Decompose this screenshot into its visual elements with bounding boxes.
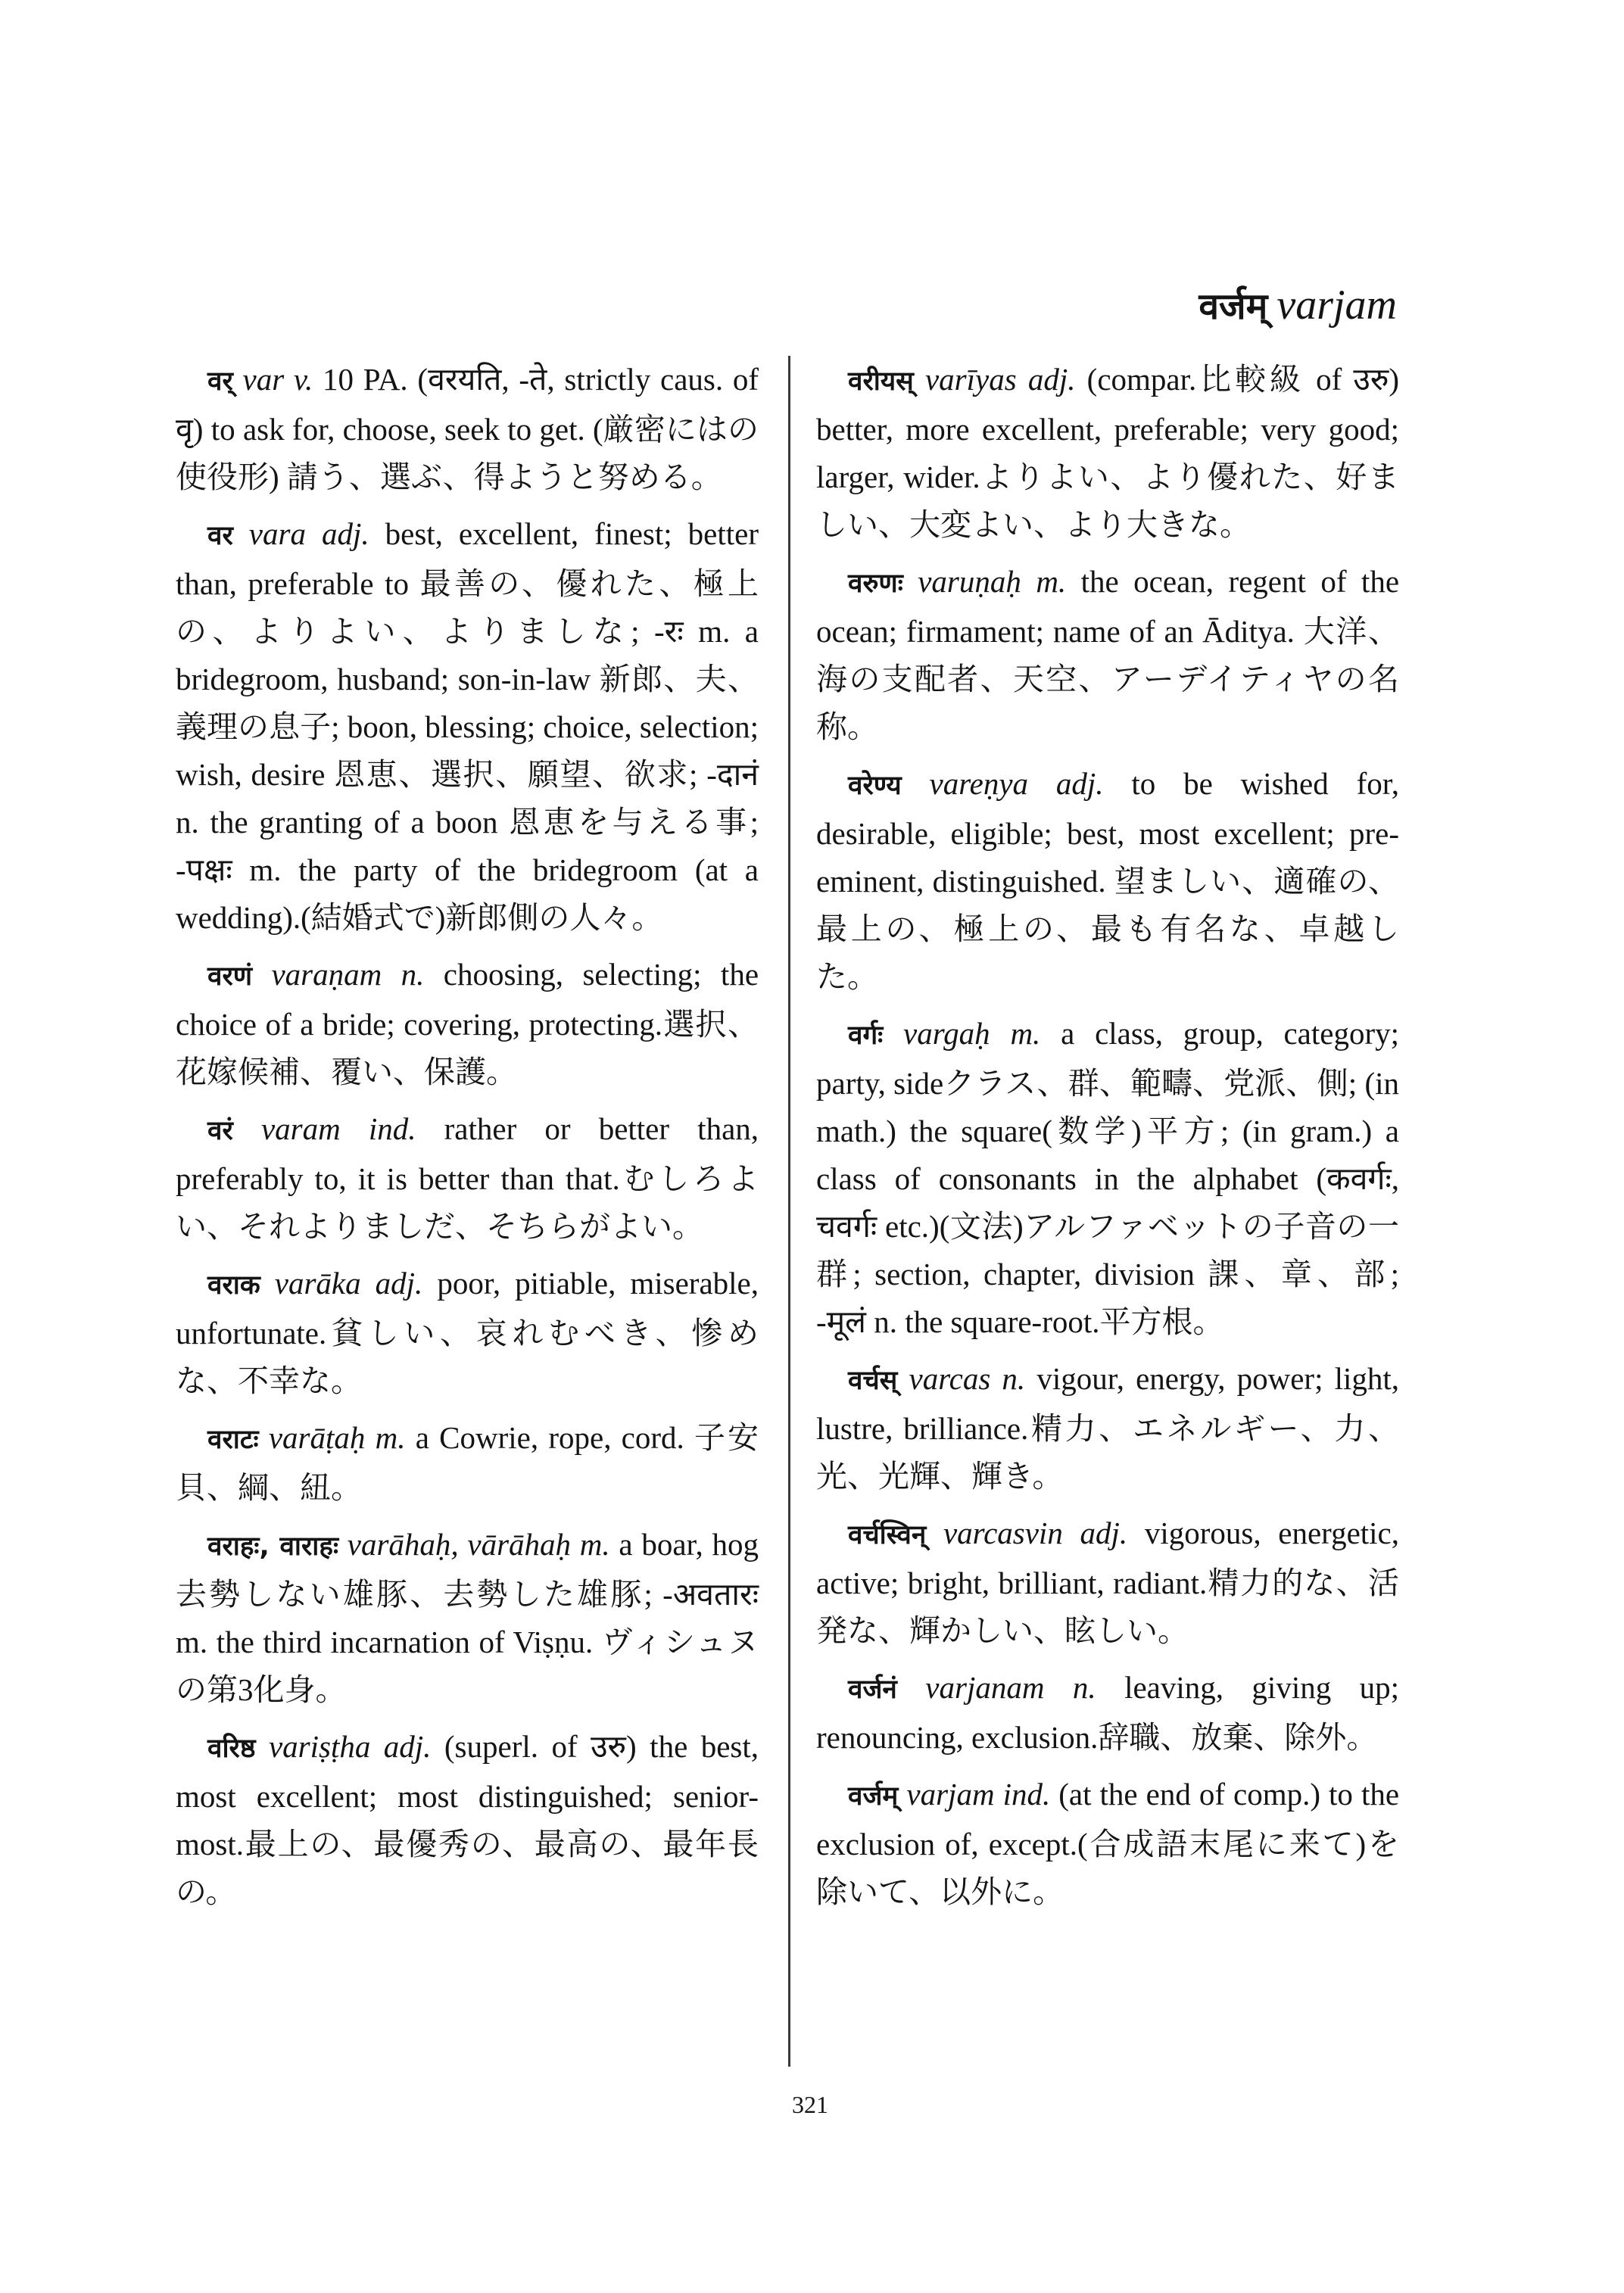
entry-definition: best, excellent, finest; better than, preferable to 最善の、優れた、極上の、よりよい、よりましな; -रः m. a bridegroom, husband; son-in-law 新郎、夫、義理の息子; boon, blessing; choice, selection; wish, desire 恩恵、選択、願望、欲求; -दानं n. the granting of a boon 恩恵を与える事; -पक्षः m. the party of the bridegroom (at a wedding).(結婚式で)新郎側の人々。 (176, 516, 759, 935)
headword-latin: varcasvin adj. (943, 1516, 1128, 1550)
headword-devanagari: वरीयस् (848, 366, 914, 397)
entry-definition: a boar, hog 去勢しない雄豚、去勢した雄豚; -अवतारः m. the third incarnation of Viṣṇu. ヴィシュヌの第3化身。 (176, 1527, 759, 1707)
entry-definition: poor, pitiable, miserable, unfortunate.貧しい、哀れむべき、惨めな、不幸な。 (176, 1266, 759, 1398)
entry-definition: leaving, giving up; renouncing, exclusion.辞職、放棄、除外。 (816, 1670, 1400, 1755)
dictionary-entry (816, 1355, 1399, 1500)
headword-devanagari: वर्जम् (848, 1781, 899, 1812)
headword-latin: varcas n. (909, 1361, 1026, 1396)
headword-devanagari: वराटः (207, 1425, 259, 1455)
headword-devanagari: वर (207, 521, 233, 551)
headword-latin: varīyas adj. (924, 362, 1076, 397)
entry-definition: vigour, energy, power; light, lustre, brilliance.精力、エネルギー、力、光、光輝、輝き。 (816, 1361, 1400, 1494)
headword-latin: varuṇaḥ m. (918, 564, 1067, 599)
dictionary-entry (816, 1664, 1399, 1762)
headword-latin: varāṭaḥ m. (268, 1420, 406, 1455)
headword-latin: variṣṭha adj. (268, 1729, 432, 1764)
dictionary-entry (176, 1723, 759, 1916)
entry-definition: rather or better than, preferably to, it is better than that.むしろよい、それよりましだ、そちらがよい。 (176, 1111, 759, 1244)
headword-devanagari: वराक (207, 1270, 260, 1301)
headword-devanagari: वर्जनं (848, 1675, 897, 1705)
headword-latin: varāhaḥ, vārāhaḥ m. (347, 1527, 610, 1562)
running-head (1199, 279, 1397, 333)
headword-devanagari: वराहः, वाराहः (207, 1531, 339, 1562)
headword-latin: varaṇam n. (271, 957, 425, 992)
headword-devanagari: वरं (207, 1116, 233, 1146)
headword-latin: varam ind. (260, 1111, 416, 1146)
dictionary-entry (816, 1771, 1399, 1916)
dictionary-entry (816, 356, 1399, 549)
left-column (176, 356, 759, 1925)
headword-latin: varjam ind. (906, 1777, 1051, 1812)
entry-definition: (at the end of comp.) to the exclusion of, except.(合成語末尾に来て)を除いて、以外に。 (816, 1777, 1400, 1909)
running-head-devanagari: वर्जम् (1199, 285, 1268, 328)
dictionary-entry (816, 558, 1399, 751)
headword-latin: var v. (242, 362, 313, 397)
entry-definition: (superl. of उरु) the best, most excellent; most distinguished; senior-most.最上の、最優秀の、最高の、最年長の。 (176, 1729, 759, 1909)
headword-latin: varjanam n. (925, 1670, 1096, 1705)
headword-devanagari: वरणं (207, 961, 253, 992)
column-divider (788, 356, 790, 2067)
entry-definition: a Cowrie, rope, cord. 子安貝、綱、紐。 (176, 1420, 759, 1505)
entry-definition: a class, group, category; party, sideクラス、群、範疇、党派、側; (in math.) the square(数学)平方; (in gram.) a class of consonants in the alphabet (कवर्गः, चवर्गः etc.)(文法)アルファベットの子音の一群; section, chapter, division 課、章、部; -मूलं n. the square-root.平方根。 (816, 1016, 1400, 1339)
entry-definition: to be wished for, desirable, eligible; best, most excellent; pre-eminent, distinguished. 望ましい、適確の、最上の、極上の、最も有名な、卓越した。 (816, 766, 1399, 994)
dictionary-entry (176, 1414, 759, 1512)
headword-latin: vargaḥ m. (903, 1016, 1041, 1051)
dictionary-entry (176, 1105, 759, 1251)
headword-devanagari: वर्चस् (848, 1366, 898, 1396)
dictionary-entry (176, 1521, 759, 1714)
headword-latin: vareṇya adj. (929, 766, 1104, 801)
entry-definition: 10 PA. (वरयति, -ते, strictly caus. of वृ) to ask for, choose, seek to get. (厳密にはの使役形) 請う、選ぶ、得ようと努める。 (176, 362, 759, 494)
headword-devanagari: वर्गः (848, 1020, 884, 1051)
entry-definition: choosing, selecting; the choice of a bride; covering, protecting.選択、花嫁候補、覆い、保護。 (176, 957, 759, 1089)
dictionary-entry (816, 760, 1399, 1001)
entry-definition: (compar.比較級 of उरु) better, more excellent, preferable; very good; larger, wider.よりよい、より優れた、好ましい、大変よい、より大きな。 (816, 362, 1400, 542)
headword-devanagari: वरिष्ठ (207, 1734, 256, 1764)
running-head-latin: varjam (1276, 282, 1397, 329)
right-column (816, 356, 1399, 1925)
dictionary-entry (176, 1260, 759, 1405)
headword-latin: varāka adj. (274, 1266, 423, 1301)
dictionary-entry (176, 951, 759, 1096)
headword-devanagari: वरेण्य (848, 771, 902, 801)
headword-devanagari: वरुणः (848, 569, 903, 599)
dictionary-entry (816, 1509, 1399, 1655)
headword-latin: vara adj. (248, 516, 369, 551)
dictionary-entry (176, 356, 759, 501)
entry-definition: the ocean, regent of the ocean; firmament; name of an Āditya. 大洋、海の支配者、天空、アーデイティヤの名称。 (816, 564, 1400, 744)
page-number: 321 (792, 2091, 828, 2118)
dictionary-entry (176, 510, 759, 942)
headword-devanagari: वर्चस्विन् (848, 1520, 927, 1550)
headword-devanagari: वर् (207, 366, 233, 397)
dictionary-entry (816, 1010, 1399, 1346)
entry-definition: vigorous, energetic, active; bright, brilliant, radiant.精力的な、活発な、輝かしい、眩しい。 (816, 1516, 1400, 1648)
